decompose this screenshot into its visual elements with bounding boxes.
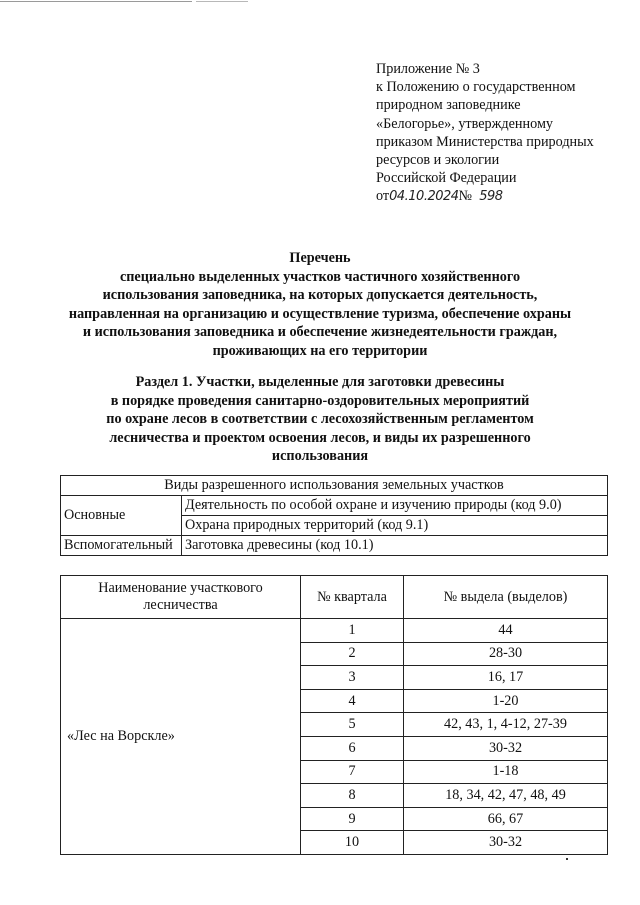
appendix-line: «Белогорье», утвержденному bbox=[376, 115, 554, 132]
order-date: 04.10.2024 bbox=[389, 189, 459, 205]
title-line: и использования заповедника и обеспечение жизнедеятельности граждан, bbox=[82, 324, 558, 341]
aux-uses-label: Вспомогательный bbox=[61, 536, 182, 556]
appendix-line: природном заповеднике bbox=[376, 97, 521, 114]
appendix-block bbox=[376, 60, 626, 207]
title-line: использования заповедника, на которых допускается деятельность, bbox=[102, 287, 538, 304]
quarter-cell: 8 bbox=[301, 784, 404, 808]
quarter-cell: 4 bbox=[301, 689, 404, 713]
scan-edge-line bbox=[196, 1, 248, 2]
quarter-cell: 1 bbox=[301, 619, 404, 643]
permitted-uses-table bbox=[60, 475, 608, 556]
section-line: в порядке проведения санитарно-оздоровительных мероприятий bbox=[110, 392, 530, 409]
order-prefix: от bbox=[376, 188, 390, 205]
allotment-cell: 30-32 bbox=[404, 831, 608, 855]
order-number-label: № bbox=[458, 188, 473, 205]
section-line: лесничества и проектом освоения лесов, и виды их разрешенного bbox=[109, 429, 531, 446]
order-line bbox=[376, 187, 626, 206]
appendix-line: Приложение № 3 bbox=[376, 61, 480, 77]
table-row bbox=[61, 476, 608, 496]
document-title bbox=[40, 249, 600, 361]
table-header-row bbox=[61, 576, 608, 619]
quarter-cell: 3 bbox=[301, 666, 404, 690]
quarter-cell: 6 bbox=[301, 736, 404, 760]
allotment-cell: 42, 43, 1, 4-12, 27-39 bbox=[404, 713, 608, 737]
quarter-cell: 10 bbox=[301, 831, 404, 855]
title-line: Перечень bbox=[289, 250, 351, 266]
plots-table-body bbox=[61, 619, 608, 855]
quarter-cell: 9 bbox=[301, 807, 404, 831]
section-heading bbox=[40, 373, 600, 466]
scan-edge-line bbox=[0, 1, 192, 2]
title-line: специально выделенных участков частичного хозяйственного bbox=[119, 268, 521, 285]
header-allotment: № выдела (выделов) bbox=[404, 576, 608, 619]
quarter-cell: 2 bbox=[301, 642, 404, 666]
allotment-cell: 16, 17 bbox=[404, 666, 608, 690]
allotment-cell: 28-30 bbox=[404, 642, 608, 666]
allotment-cell: 30-32 bbox=[404, 736, 608, 760]
title-line: проживающих на его территории bbox=[212, 342, 428, 359]
quarter-cell: 7 bbox=[301, 760, 404, 784]
table-row bbox=[61, 536, 608, 556]
quarter-cell: 5 bbox=[301, 713, 404, 737]
allotment-cell: 1-18 bbox=[404, 760, 608, 784]
aux-use-item: Заготовка древесины (код 10.1) bbox=[182, 536, 608, 556]
section-line: использования bbox=[271, 448, 369, 465]
allotment-cell: 66, 67 bbox=[404, 807, 608, 831]
forestry-name-cell: «Лес на Ворскле» bbox=[61, 619, 301, 855]
uses-header: Виды разрешенного использования земельных участков bbox=[61, 476, 608, 496]
scan-speck bbox=[566, 858, 568, 860]
main-uses-label: Основные bbox=[61, 496, 182, 536]
section-line: Раздел 1. Участки, выделенные для заготовки древесины bbox=[135, 374, 505, 390]
main-use-item: Деятельность по особой охране и изучению природы (код 9.0) bbox=[182, 496, 608, 516]
table-row bbox=[61, 496, 608, 516]
header-forestry-name: Наименование участкового лесничества bbox=[61, 576, 301, 619]
order-number: 598 bbox=[479, 189, 503, 205]
appendix-line: к Положению о государственном bbox=[376, 79, 576, 96]
appendix-line: приказом Министерства природных bbox=[376, 133, 594, 150]
allotment-cell: 18, 34, 42, 47, 48, 49 bbox=[404, 784, 608, 808]
plots-table bbox=[60, 575, 608, 855]
main-use-item: Охрана природных территорий (код 9.1) bbox=[182, 516, 608, 536]
section-line: по охране лесов в соответствии с лесохозяйственным регламентом bbox=[106, 411, 534, 428]
allotment-cell: 44 bbox=[404, 619, 608, 643]
allotment-cell: 1-20 bbox=[404, 689, 608, 713]
table-row bbox=[61, 619, 608, 643]
header-quarter: № квартала bbox=[301, 576, 404, 619]
appendix-line: ресурсов и экологии bbox=[376, 152, 500, 169]
title-line: направленная на организацию и осуществление туризма, обеспечение охраны bbox=[68, 305, 572, 322]
appendix-line: Российской Федерации bbox=[376, 170, 517, 187]
